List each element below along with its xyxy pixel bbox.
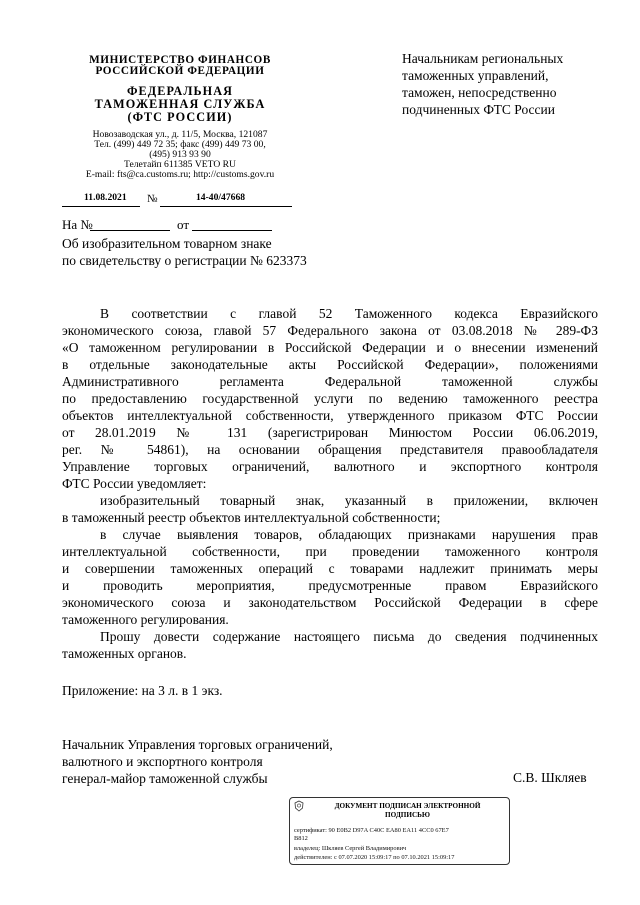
addressee-line2: таможенных управлений, [402,68,549,83]
reply-from-date-line [192,230,272,231]
reply-to-label: На № [62,217,93,232]
sender-teletype: Телетайп 611385 VETO RU [124,159,236,170]
e-signature-certificate: сертификат: 90 E0B2 D97A C40C EA80 EA11 4CC0 67E7 [294,827,449,834]
sender-address: Новозаводская ул., д. 11/5, Москва, 121087 [92,129,268,140]
signatory-title-line1: Начальник Управления торговых ограничений, [62,737,333,752]
ministry-name-line1: МИНИСТЕРСТВО ФИНАНСОВ [89,54,271,66]
attachment-note: Приложение: на 3 л. в 1 экз. [62,683,223,698]
body-line: ФТС России уведомляет: [62,476,207,491]
body-line: экономического союза и законодательством Российской Федерации в сфере [62,595,598,610]
sender-phone-extra: (495) 913 93 90 [149,149,211,160]
registration-date: 11.08.2021 [84,192,127,203]
body-line: и проводить мероприятия, предусмотренные правом Евразийского [62,578,598,593]
body-line: таможенного регулирования. [62,612,229,627]
body-line: изобразительный товарный знак, указанный в приложении, включен [100,493,598,508]
signatory-rank: генерал-майор таможенной службы [62,771,268,786]
service-name-line2: ТАМОЖЕННАЯ СЛУЖБА [94,97,266,111]
body-line: в отдельные законодательные акты Российской Федерации», положениями [62,357,598,372]
subject-line1: Об изобразительном товарном знаке [62,236,272,251]
e-signature-certificate-cont: B812 [294,835,308,842]
e-signature-title [310,802,505,819]
e-signature-validity: действителен: с 07.07.2020 15:09:17 по 07.10.2021 15:09:17 [294,854,455,861]
ministry-name-line2: РОССИЙСКОЙ ФЕДЕРАЦИИ [95,65,265,77]
e-signature-title-line2: ПОДПИСЬЮ [385,810,430,819]
sender-phone: Тел. (499) 449 72 35; факс (499) 449 73 00, [94,139,266,150]
addressee-line4: подчиненных ФТС России [402,102,555,117]
body-line: Прошу довести содержание настоящего письма до сведения подчиненных [100,629,598,644]
body-line: экономического союза, главой 57 Федерального закона от 03.08.2018 № 289-ФЗ [62,323,598,338]
body-line: в таможенный реестр объектов интеллектуальной собственности; [62,510,441,525]
body-line: Административного регламента Федеральной таможенной службы [62,374,598,389]
body-line: от 28.01.2019 № 131 (зарегистрирован Минюстом России 06.06.2019, [62,425,598,440]
body-line: интеллектуальной собственности, при проведении таможенного контроля [62,544,598,559]
registration-number-sign: № [147,193,158,205]
body-line: и совершении таможенных операций с товарами надлежит принимать меры [62,561,598,576]
service-name-line3: (ФТС РОССИИ) [127,110,233,124]
body-line: по предоставлению государственной услуги по ведению таможенного реестра [62,391,598,406]
e-signature-owner: владелец: Шкляев Сергей Владимирович [294,845,407,852]
body-line: объектов интеллектуальной собственности, утвержденного приказом ФТС России [62,408,598,423]
service-name-line1: ФЕДЕРАЛЬНАЯ [126,84,234,98]
reply-from-label: от [177,217,190,232]
addressee-line3: таможен, непосредственно [402,85,557,100]
registration-number: 14-40/47668 [196,192,246,203]
body-line: в случае выявления товаров, обладающих признаками нарушения прав [100,527,598,542]
body-line: таможенных органов. [62,646,187,661]
body-line: В соответствии с главой 52 Таможенного кодекса Евразийского [100,306,598,321]
body-line: «О таможенном регулировании в Российской Федерации и о внесении изменений [62,340,598,355]
sender-email: E-mail: fts@ca.customs.ru; http://customs.gov.ru [85,169,275,180]
body-line: Управление торговых ограничений, валютного и экспортного контроля [62,459,598,474]
body-line: рег. № 54861), на основании обращения представителя правообладателя [62,442,598,457]
reply-to-number-line [90,230,170,231]
e-signature-title-line1: ДОКУМЕНТ ПОДПИСАН ЭЛЕКТРОННОЙ [334,802,481,810]
coat-of-arms-icon [293,800,305,812]
addressee-line1: Начальникам региональных [402,51,564,66]
number-underline [160,206,292,207]
date-underline [62,206,140,207]
signatory-title-line2: валютного и экспортного контроля [62,754,263,769]
subject-line2: по свидетельству о регистрации № 623373 [62,253,307,268]
signatory-name: С.В. Шкляев [513,770,587,785]
